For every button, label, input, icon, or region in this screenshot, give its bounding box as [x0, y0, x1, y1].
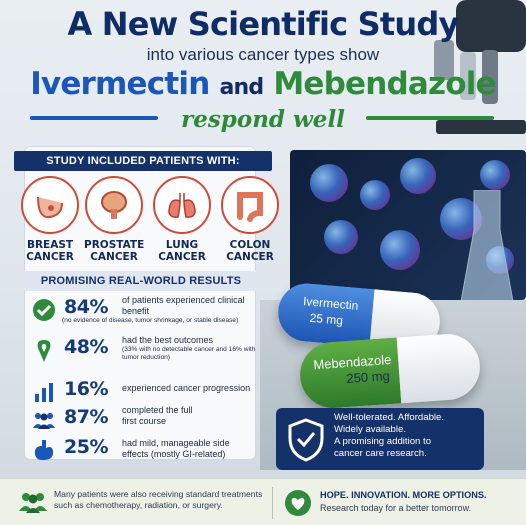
- headline: [0, 6, 526, 133]
- headline-and: and: [219, 75, 264, 100]
- cancer-type-lung: [152, 176, 212, 263]
- callout-line: Widely available.: [334, 424, 406, 435]
- colon-icon: [221, 176, 279, 234]
- headline-subtitle: into various cancer types show: [146, 45, 380, 64]
- callout-line: cancer care research.: [334, 448, 427, 459]
- drug-name-ivermectin: Ivermectin: [30, 66, 210, 102]
- cancer-type-label-line2: CANCER: [226, 251, 274, 263]
- callout-text: [334, 412, 482, 460]
- result-percent: 25%: [64, 436, 108, 458]
- stomach-icon: [32, 438, 56, 462]
- cancer-type-label-line1: LUNG: [165, 239, 199, 251]
- result-row: [24, 334, 258, 366]
- headline-tagline: respond well: [181, 106, 345, 133]
- result-row: [24, 294, 258, 326]
- cancer-type-label: [20, 239, 80, 263]
- footer-slogan-title: HOPE. INNOVATION. MORE OPTIONS.: [320, 490, 487, 500]
- people-icon: [32, 408, 56, 432]
- lungs-icon: [153, 176, 211, 234]
- benefits-callout: [276, 408, 484, 470]
- pill-dose: 25 mg: [309, 310, 344, 328]
- cancer-types: [20, 170, 274, 265]
- cancer-type-label-line2: CANCER: [26, 251, 74, 263]
- pill-dose: 250 mg: [345, 368, 391, 387]
- cancer-type-label: [84, 239, 144, 263]
- result-text: experienced cancer progression: [122, 383, 251, 393]
- cancer-type-label-line1: BREAST: [26, 239, 74, 251]
- result-row: [24, 404, 258, 436]
- result-percent: 16%: [64, 378, 108, 400]
- footer-note: Many patients were also receiving standard treatments such as chemotherapy, radiation, or surgery.: [54, 489, 263, 510]
- result-text: had mild, manageable side effects (mostly GI-related): [122, 438, 230, 459]
- cancer-type-label: [220, 239, 280, 263]
- result-description: [122, 405, 202, 427]
- result-percent: 84%: [64, 296, 108, 318]
- result-text: of patients experienced clinical benefit: [122, 295, 245, 316]
- cancer-type-breast: [20, 176, 80, 263]
- cancer-type-label: [152, 239, 212, 263]
- result-note: (no evidence of disease, tumor shrinkage, or stable disease): [62, 317, 239, 324]
- drug-name-mebendazole: Mebendazole: [273, 66, 496, 102]
- prostate-icon: [85, 176, 143, 234]
- headline-swoosh-left: [30, 116, 158, 120]
- result-percent: 48%: [64, 336, 108, 358]
- mebendazole-pill-label: [313, 352, 393, 389]
- shield-check-icon: [286, 418, 326, 462]
- pill-name: Ivermectin: [302, 294, 359, 313]
- ribbon-icon: [32, 338, 56, 362]
- result-description: [122, 438, 250, 460]
- headline-drugs: [0, 66, 526, 106]
- footer-slogan: [320, 489, 520, 514]
- result-note: (33% with no detectable cancer and 16% with tumor reduction): [122, 346, 256, 361]
- result-text: had the best outcomes: [122, 335, 214, 345]
- mebendazole-pill: [298, 332, 482, 410]
- cancer-type-prostate: [84, 176, 144, 263]
- headline-swoosh-right: [366, 116, 494, 120]
- results-header: PROMISING REAL-WORLD RESULTS: [24, 271, 258, 291]
- heart-icon: [284, 489, 312, 517]
- pill-name: Mebendazole: [312, 351, 392, 373]
- footer: [0, 478, 526, 525]
- result-percent: 87%: [64, 406, 108, 428]
- study-header: STUDY INCLUDED PATIENTS WITH:: [14, 151, 272, 171]
- group-icon: [18, 491, 48, 513]
- cancer-type-label-line1: PROSTATE: [84, 239, 145, 251]
- cancer-type-label-line2: CANCER: [90, 251, 138, 263]
- cancer-type-label-line1: COLON: [229, 239, 271, 251]
- cancer-type-colon: [220, 176, 280, 263]
- footer-divider: [272, 487, 273, 519]
- ivermectin-pill-label: [301, 293, 359, 330]
- callout-line: A promising addition to: [334, 436, 432, 447]
- result-description: [122, 335, 258, 362]
- callout-line: Well-tolerated. Affordable.: [334, 412, 445, 423]
- cancer-type-label-line2: CANCER: [158, 251, 206, 263]
- bar-chart-icon: [32, 380, 56, 404]
- footer-slogan-text: Research today for a better tomorrow.: [320, 503, 472, 513]
- result-description: [122, 383, 258, 394]
- headline-title: A New Scientific Study: [67, 5, 459, 43]
- checkmark-icon: [32, 298, 56, 322]
- result-row: [24, 434, 258, 466]
- result-text: completed the full first course: [122, 405, 193, 426]
- breast-icon: [21, 176, 79, 234]
